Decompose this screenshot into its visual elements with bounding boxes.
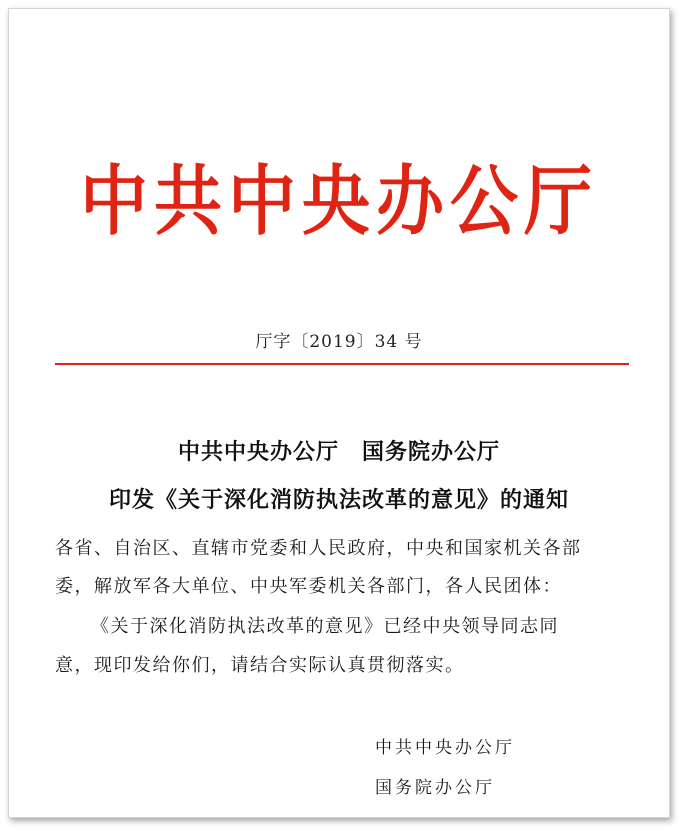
document-page xyxy=(8,8,670,818)
issuer-header: 中共中央办公厅 xyxy=(79,158,598,247)
document-number: 厅字〔2019〕34 号 xyxy=(255,332,423,352)
body-line: 各省、自治区、直辖市党委和人民政府，中央和国家机关各部 xyxy=(55,538,582,559)
body-line: 意，现印发给你们，请结合实际认真贯彻落实。 xyxy=(55,655,465,676)
signatory-1: 中共中央办公厅 xyxy=(375,738,515,758)
notice-title-line-1: 中共中央办公厅 国务院办公厅 xyxy=(177,440,500,465)
signatory-2: 国务院办公厅 xyxy=(375,778,495,798)
notice-title-line-2: 印发《关于深化消防执法改革的意见》的通知 xyxy=(108,488,569,513)
body-line: 《关于深化消防执法改革的意见》已经中央领导同志同 xyxy=(91,616,559,637)
body-line: 委，解放军各大单位、中央军委机关各部门，各人民团体： xyxy=(55,576,562,597)
red-divider xyxy=(55,363,629,365)
